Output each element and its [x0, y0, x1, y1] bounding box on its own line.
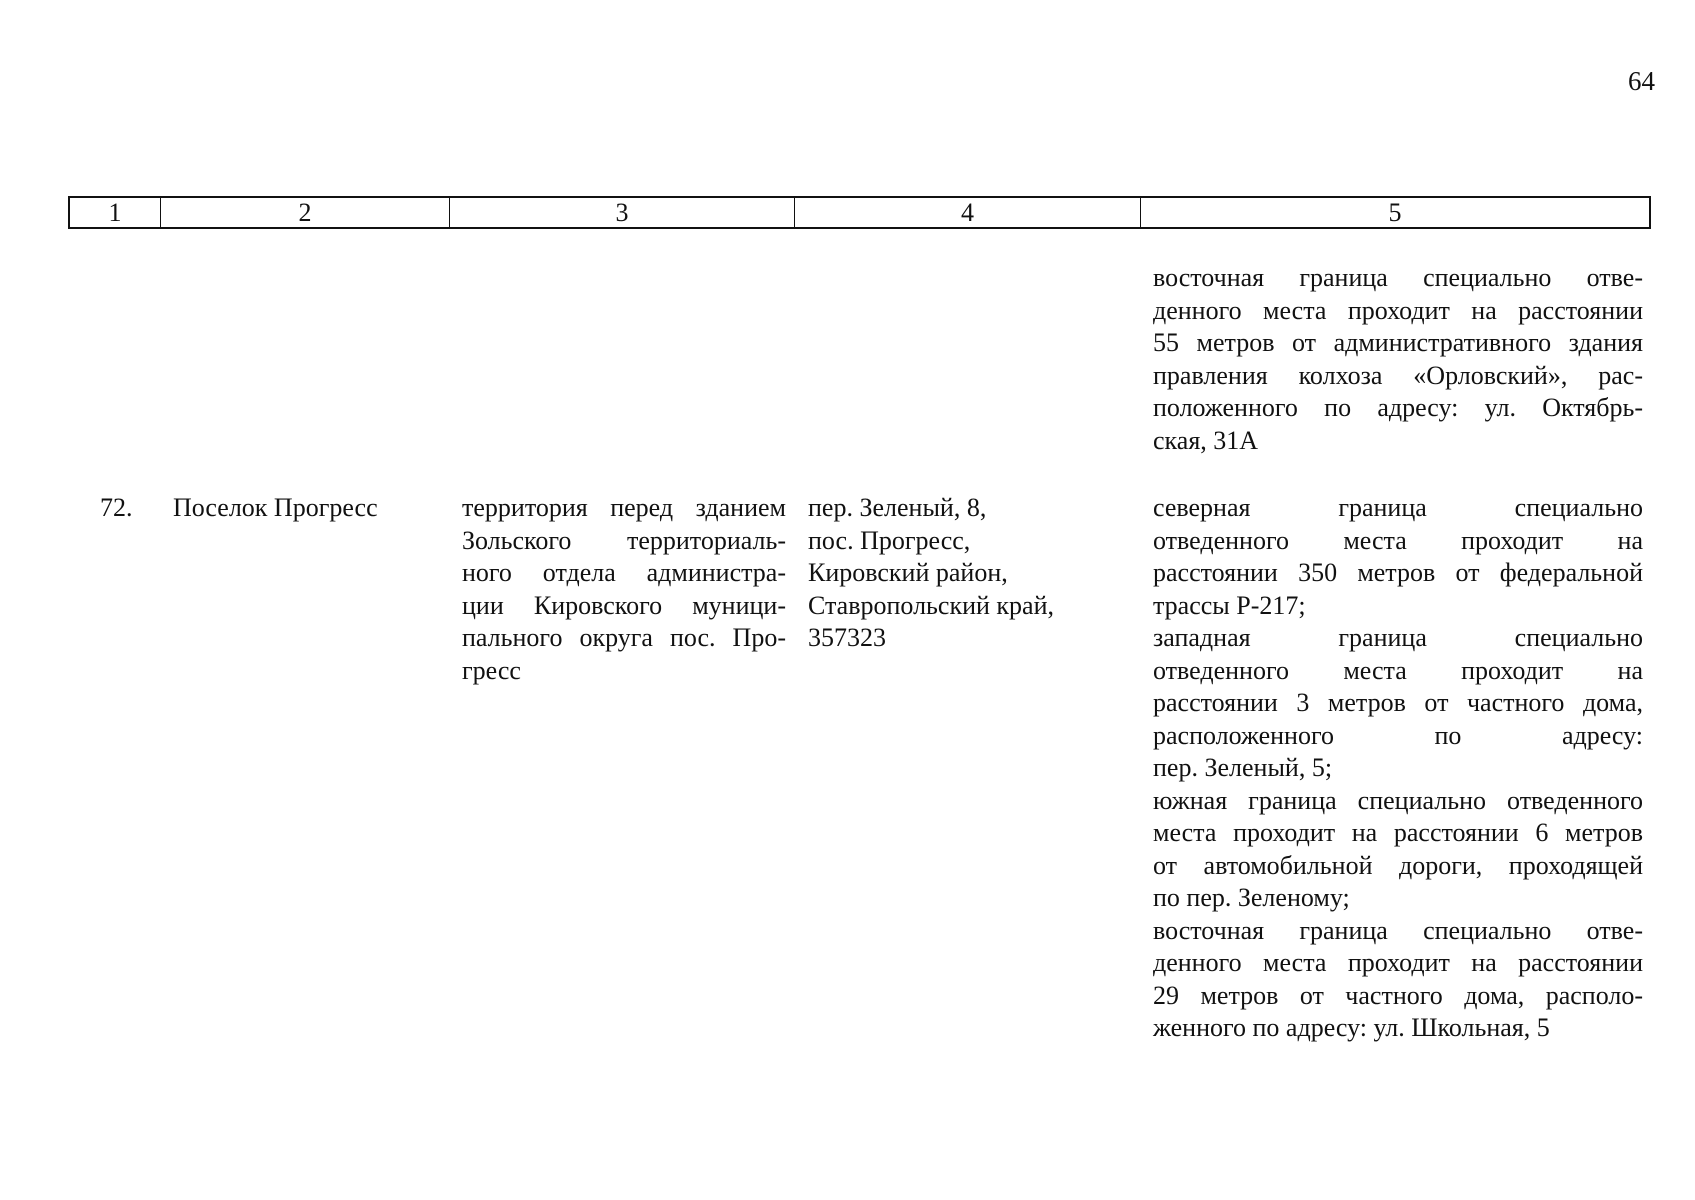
text-line: расстоянии 350 метров от федеральной [1153, 558, 1643, 587]
text-line: южная граница специально отведенного [1153, 785, 1643, 815]
text-line: восточная граница специально отве- [1153, 263, 1643, 292]
text-line: отведенного места проходит на [1153, 655, 1643, 685]
text-line: пос. Прогресс, [808, 525, 971, 555]
row-locality-name: Поселок Прогресс [173, 493, 378, 522]
text-line: положенного по адресу: ул. Октябрь- [1153, 393, 1643, 422]
text-line: северная граница специально [1153, 493, 1643, 522]
text-line: Кировский район, [808, 558, 1008, 587]
text-line: денного места проходит на расстоянии [1153, 948, 1643, 977]
text-line: гресс [462, 655, 521, 685]
text-line: денного места проходит на расстоянии [1153, 295, 1643, 325]
text-line: ного отдела администра- [462, 558, 786, 587]
row-boundary-description [1153, 492, 1643, 1045]
text-line: Ставропольский край, [808, 590, 1054, 620]
header-cell-3: 3 [450, 198, 795, 227]
header-cell-1: 1 [70, 198, 161, 227]
text-line: женного по адресу: ул. Школьная, 5 [1153, 1013, 1550, 1042]
text-line: Зольского территориаль- [462, 525, 786, 555]
table-header-row [68, 196, 1651, 229]
text-line: места проходит на расстоянии 6 метров [1153, 818, 1643, 847]
text-line: западная граница специально [1153, 623, 1643, 652]
text-line: 357323 [808, 623, 886, 652]
header-cell-4: 4 [795, 198, 1141, 227]
text-line: ская, 31А [1153, 425, 1259, 455]
text-line: по пер. Зеленому; [1153, 883, 1350, 912]
text-line: территория перед зданием [462, 493, 786, 522]
text-line: пального округа пос. Про- [462, 623, 786, 652]
text-line: 55 метров от административного здания [1153, 328, 1643, 357]
row-address [808, 492, 1108, 655]
row-number: 72. [100, 493, 133, 522]
text-line: правления колхоза «Орловский», рас- [1153, 360, 1643, 390]
text-line: 29 метров от частного дома, располо- [1153, 980, 1643, 1010]
row-territory-description [462, 492, 786, 687]
text-line: пер. Зеленый, 5; [1153, 753, 1333, 782]
text-line: ции Кировского муници- [462, 590, 786, 620]
header-cell-5: 5 [1388, 198, 1402, 227]
text-line: отведенного места проходит на [1153, 525, 1643, 555]
text-line: расстоянии 3 метров от частного дома, [1153, 688, 1643, 717]
text-line: от автомобильной дороги, проходящей [1153, 850, 1643, 880]
text-line: трассы Р-217; [1153, 590, 1306, 620]
continuation-col5-text [1153, 262, 1643, 457]
header-cell-2: 2 [161, 198, 450, 227]
text-line: пер. Зеленый, 8, [808, 493, 987, 522]
text-line: расположенного по адресу: [1153, 720, 1643, 750]
text-line: восточная граница специально отве- [1153, 915, 1643, 945]
page-number: 64 [1628, 66, 1655, 96]
